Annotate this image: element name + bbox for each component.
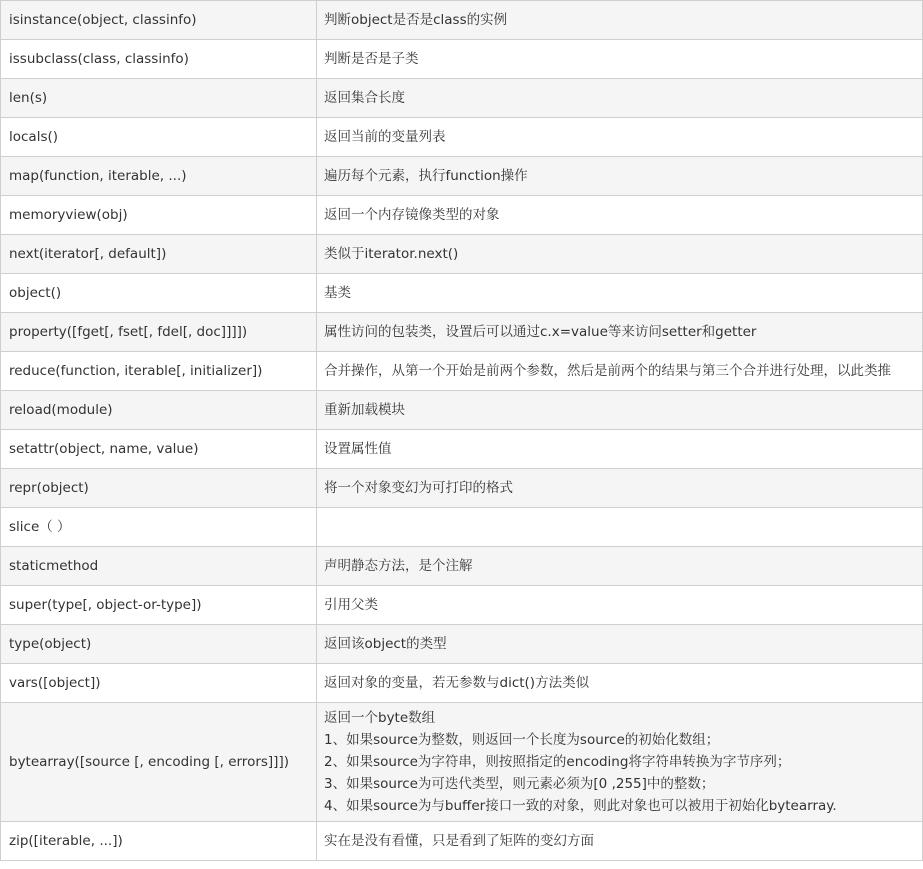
description-line: 将一个对象变幻为可打印的格式 (324, 480, 513, 496)
function-description-cell (317, 274, 923, 313)
function-signature-cell: type(object) (1, 625, 317, 664)
function-signature-cell: issubclass(class, classinfo) (1, 40, 317, 79)
function-description-cell (317, 79, 923, 118)
description-line: 设置属性值 (324, 441, 392, 457)
function-signature-cell: slice（ ） (1, 508, 317, 547)
function-description-cell (317, 508, 923, 547)
function-description-cell (317, 1, 923, 40)
function-description-cell (317, 547, 923, 586)
description-line: 遍历每个元素，执行function操作 (324, 168, 528, 184)
description-line: 2、如果source为字符串，则按照指定的encoding将字符串转换为字节序列； (324, 754, 791, 770)
function-signature-cell: vars([object]) (1, 664, 317, 703)
function-description-cell (317, 703, 923, 822)
table-row (1, 703, 923, 822)
table-row (1, 664, 923, 703)
description-line: 判断object是否是class的实例 (324, 12, 508, 28)
function-description-cell (317, 586, 923, 625)
description-line: 声明静态方法，是个注解 (324, 558, 473, 574)
function-description-cell (317, 469, 923, 508)
function-description-cell (317, 391, 923, 430)
description-line: 1、如果source为整数，则返回一个长度为source的初始化数组； (324, 732, 720, 748)
function-signature-cell: map(function, iterable, ...) (1, 157, 317, 196)
function-signature-cell: property([fget[, fset[, fdel[, doc]]]]) (1, 313, 317, 352)
function-description-cell (317, 40, 923, 79)
description-line: 返回该object的类型 (324, 636, 447, 652)
function-signature-cell: zip([iterable, ...]) (1, 822, 317, 861)
table-row (1, 352, 923, 391)
description-line: 返回一个内存镜像类型的对象 (324, 207, 500, 223)
description-line: 3、如果source为可迭代类型，则元素必须为[0 ,255]中的整数； (324, 776, 715, 792)
description-line: 实在是没有看懂，只是看到了矩阵的变幻方面 (324, 833, 594, 849)
table-row (1, 430, 923, 469)
description-line: 返回对象的变量，若无参数与dict()方法类似 (324, 675, 590, 691)
table-row (1, 313, 923, 352)
table-row (1, 625, 923, 664)
function-description-cell (317, 196, 923, 235)
function-signature-cell: isinstance(object, classinfo) (1, 1, 317, 40)
table-row (1, 235, 923, 274)
table-row (1, 547, 923, 586)
function-signature-cell: reduce(function, iterable[, initializer]) (1, 352, 317, 391)
function-signature-cell: next(iterator[, default]) (1, 235, 317, 274)
function-signature-cell: setattr(object, name, value) (1, 430, 317, 469)
description-line: 返回一个byte数组 (324, 710, 436, 726)
function-signature-cell: super(type[, object-or-type]) (1, 586, 317, 625)
table-body (1, 1, 923, 861)
description-line: 类似于iterator.next() (324, 246, 459, 262)
function-signature-cell: object() (1, 274, 317, 313)
function-description-cell (317, 118, 923, 157)
description-line: 4、如果source为与buffer接口一致的对象，则此对象也可以被用于初始化bytearray. (324, 798, 837, 814)
function-description-cell (317, 157, 923, 196)
function-signature-cell: locals() (1, 118, 317, 157)
function-signature-cell: len(s) (1, 79, 317, 118)
table-row (1, 391, 923, 430)
description-line: 返回当前的变量列表 (324, 129, 446, 145)
description-line: 判断是否是子类 (324, 51, 419, 67)
table-row (1, 196, 923, 235)
table-row (1, 79, 923, 118)
function-description-cell (317, 235, 923, 274)
function-description-cell (317, 822, 923, 861)
description-line: 属性访问的包装类，设置后可以通过c.x=value等来访问setter和getter (324, 324, 757, 340)
function-signature-cell: bytearray([source [, encoding [, errors]]]) (1, 703, 317, 822)
description-line: 返回集合长度 (324, 90, 405, 106)
table-row (1, 586, 923, 625)
table-row (1, 157, 923, 196)
function-description-cell (317, 352, 923, 391)
table-row (1, 508, 923, 547)
function-signature-cell: staticmethod (1, 547, 317, 586)
function-description-cell (317, 664, 923, 703)
table-row (1, 822, 923, 861)
description-line: 引用父类 (324, 597, 378, 613)
function-description-cell (317, 430, 923, 469)
function-signature-cell: repr(object) (1, 469, 317, 508)
description-line: 重新加载模块 (324, 402, 405, 418)
function-description-cell (317, 313, 923, 352)
table-row (1, 40, 923, 79)
description-line: 合并操作，从第一个开始是前两个参数，然后是前两个的结果与第三个合并进行处理，以此类推 (324, 363, 891, 379)
table-row (1, 118, 923, 157)
function-signature-cell: memoryview(obj) (1, 196, 317, 235)
table-row (1, 1, 923, 40)
table-row (1, 274, 923, 313)
table-row (1, 469, 923, 508)
function-description-cell (317, 625, 923, 664)
function-signature-cell: reload(module) (1, 391, 317, 430)
description-line: 基类 (324, 285, 351, 301)
